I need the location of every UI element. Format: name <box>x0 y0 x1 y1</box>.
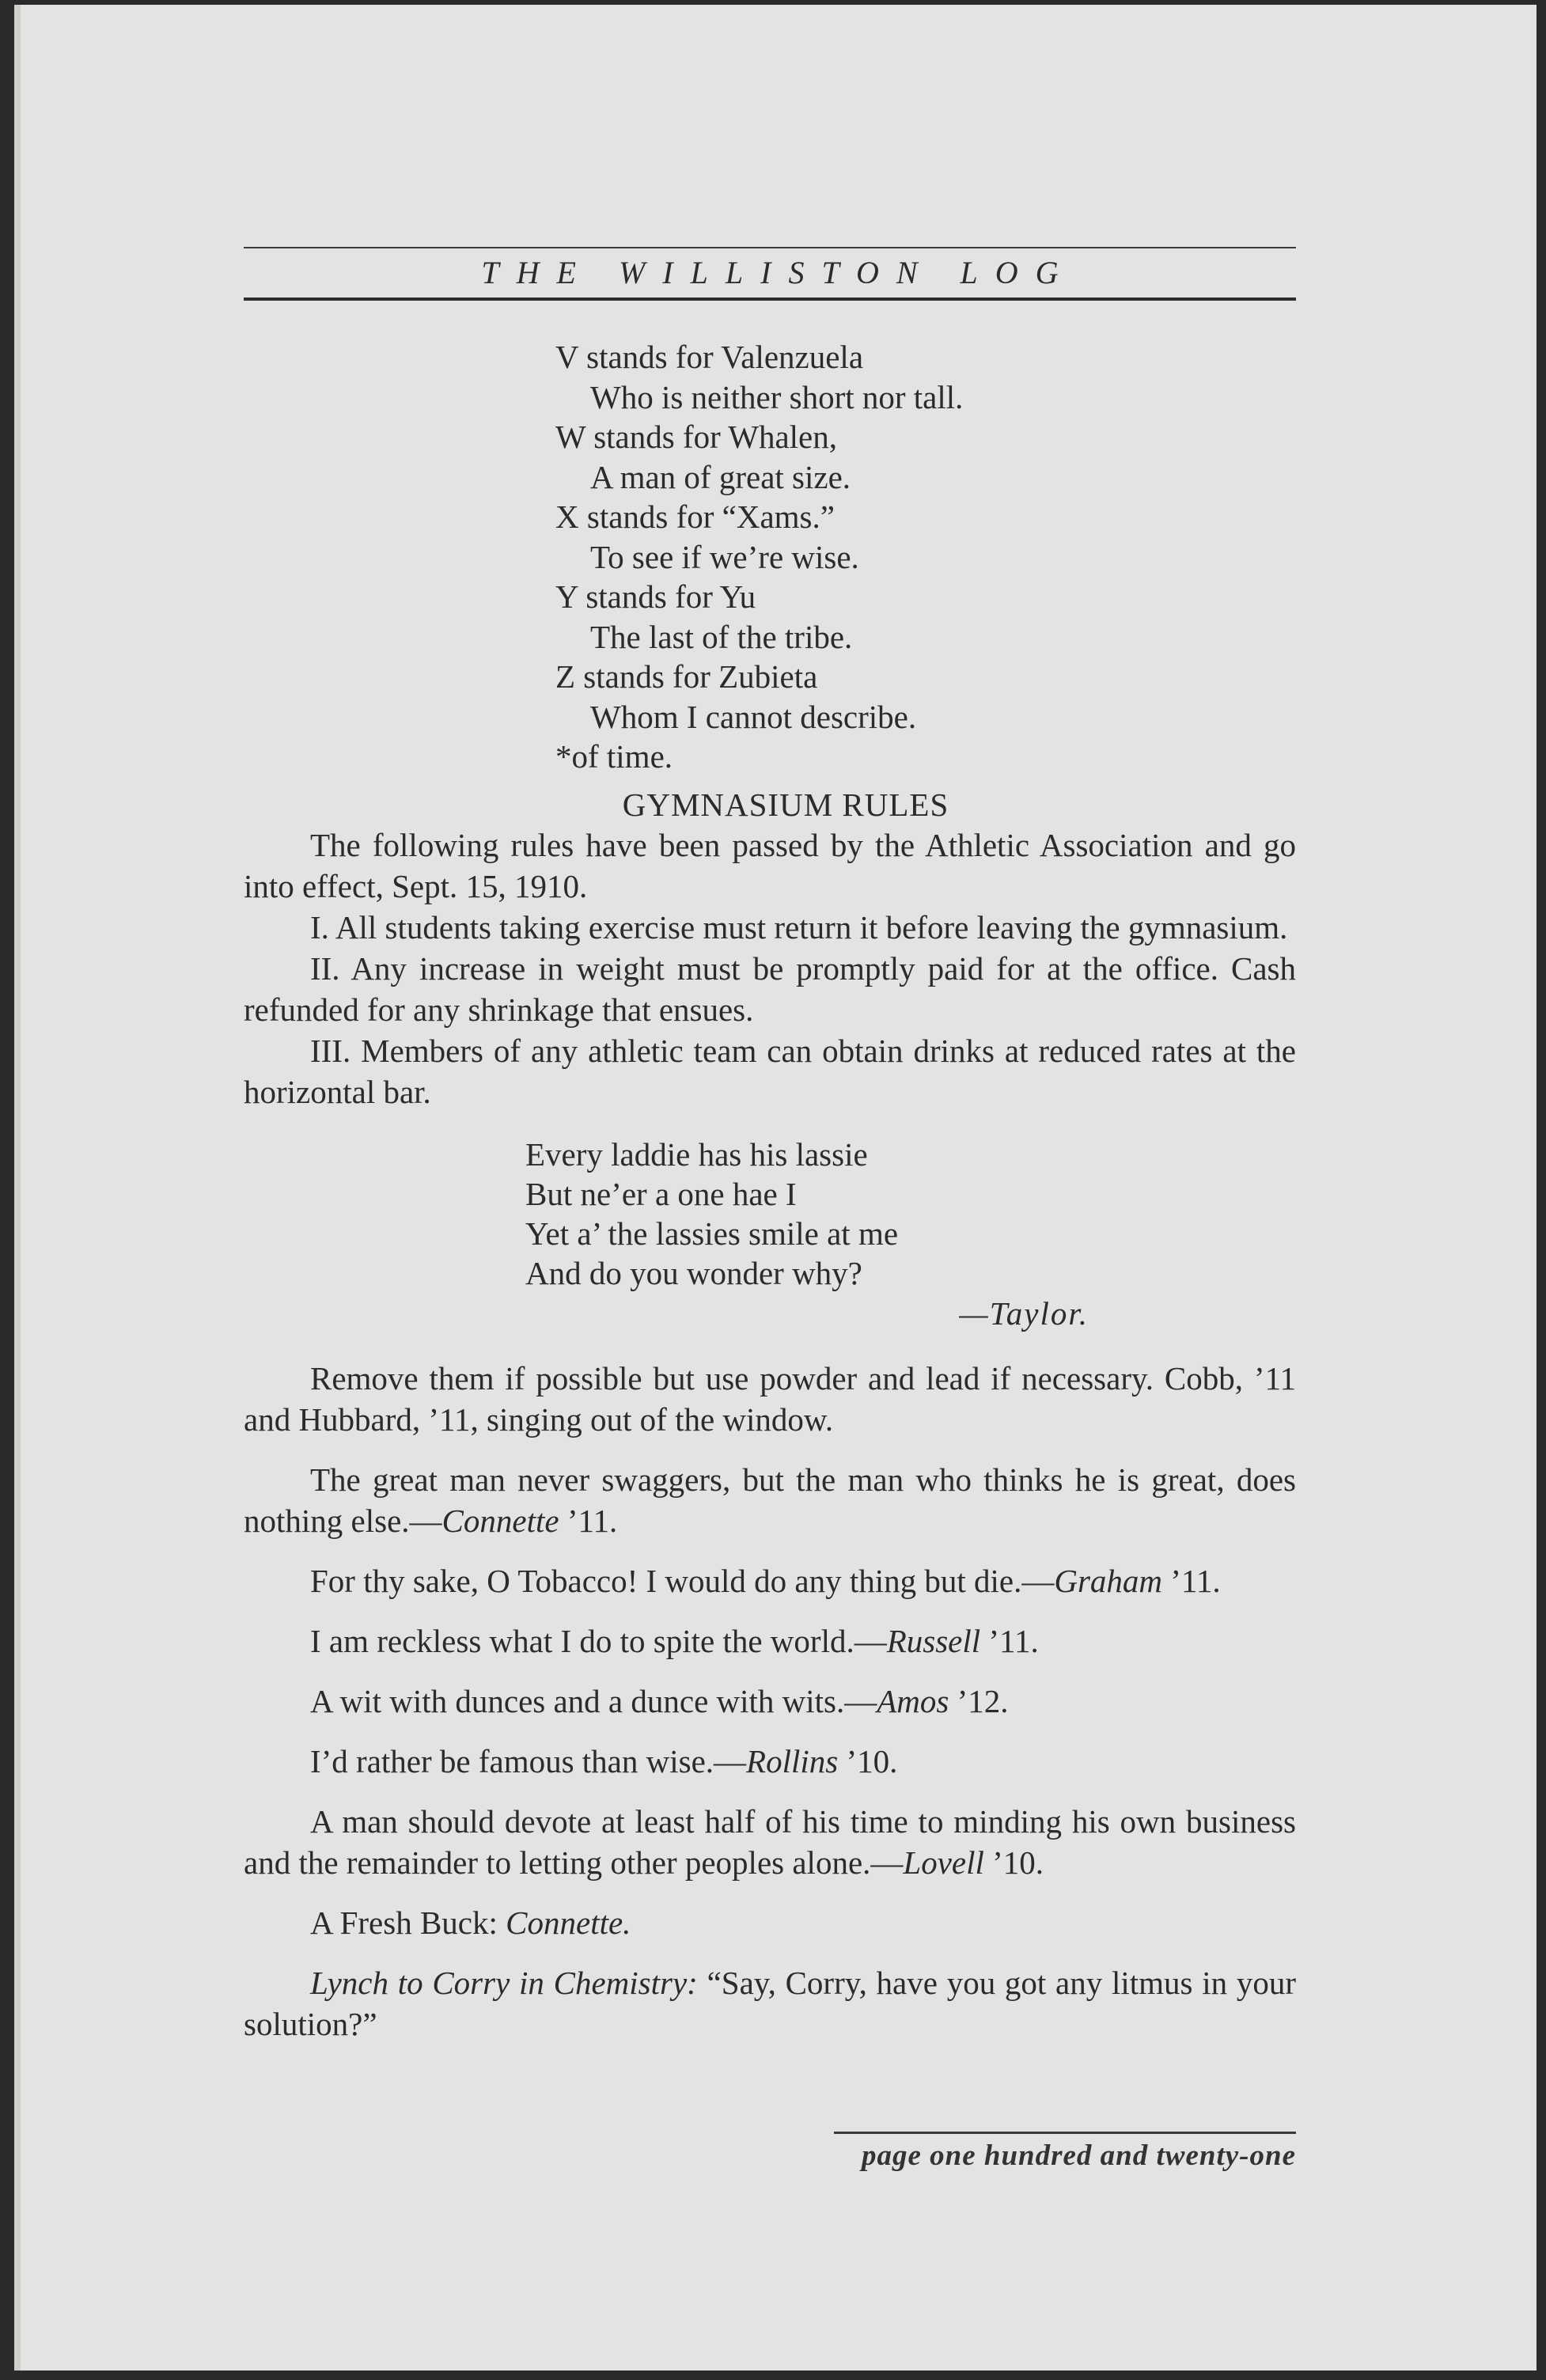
joke-text: “Say, Corry, have you got any litmus in your solution?” <box>244 1964 1296 2042</box>
joke-year: ’11. <box>1162 1562 1221 1599</box>
poem-line: A man of great size. <box>590 458 851 495</box>
laddie-poem <box>525 1135 1296 1334</box>
poem-line: The last of the tribe. <box>590 618 853 655</box>
joke-author: Rollins <box>746 1742 839 1779</box>
joke-author: Graham <box>1054 1562 1163 1599</box>
joke-5 <box>244 1681 1296 1722</box>
poem-line: But ne’er a one hae I <box>525 1175 797 1212</box>
header-rule-bottom <box>244 298 1296 301</box>
joke-text: A man should devote at least half of his time to minding his own business and the remainder to letting other peoples alone.— <box>244 1802 1296 1881</box>
poem-line: And do you wonder why? <box>525 1254 862 1291</box>
page-content <box>244 337 1296 2045</box>
joke-4 <box>244 1620 1296 1662</box>
joke-6 <box>244 1741 1296 1782</box>
poem-line: V stands for Valenzuela <box>555 339 864 375</box>
poem-line: Whom I cannot describe. <box>590 698 917 735</box>
rules-intro: The following rules have been passed by the Athletic Association and go into effect, Sept. 15, 1910. <box>244 826 1296 904</box>
joke-year: ’11. <box>559 1502 618 1539</box>
joke-author: Amos <box>877 1682 949 1719</box>
joke-author: Connette. <box>506 1904 631 1941</box>
rule-1: I. All students taking exercise must return it before leaving the gymnasium. <box>310 908 1288 946</box>
poem-line: To see if we’re wise. <box>590 538 859 575</box>
joke-3 <box>244 1560 1296 1601</box>
poem-line: Yet a’ the lassies smile at me <box>525 1215 899 1252</box>
joke-text: For thy sake, O Tobacco! I would do any thing but die.— <box>310 1562 1055 1599</box>
joke-text: The great man never swaggers, but the man who thinks he is great, does nothing else.— <box>244 1461 1296 1539</box>
poem-attribution: —Taylor. <box>959 1294 1089 1332</box>
running-header <box>244 247 1296 301</box>
joke-author: Connette <box>441 1502 559 1539</box>
poem-line: Y stands for Yu <box>555 578 756 615</box>
joke-text: I’d rather be famous than wise.— <box>310 1742 747 1779</box>
page-footer <box>834 2132 1296 2178</box>
joke-8 <box>244 1902 1296 1943</box>
page-number: page one hundred and twenty-one <box>861 2139 1296 2172</box>
joke-9 <box>244 1962 1296 2045</box>
joke-text: Remove them if possible but use powder and lead if necessary. Cobb, ’11 and Hubbard, ’11, singing out of the window. <box>244 1359 1296 1438</box>
rule-2: II. Any increase in weight must be promptly paid for at the office. Cash refunded for any shrinkage that ensues. <box>244 949 1296 1028</box>
poem-line: Z stands for Zubieta <box>555 658 818 695</box>
rule-3: III. Members of any athletic team can obtain drinks at reduced rates at the horizontal bar. <box>244 1032 1296 1110</box>
joke-year: ’11. <box>980 1622 1039 1659</box>
page <box>14 5 1537 2371</box>
joke-text: A wit with dunces and a dunce with wits.— <box>310 1682 877 1719</box>
joke-author: Lovell <box>903 1844 984 1881</box>
poem-line: W stands for Whalen, <box>555 419 838 455</box>
joke-2 <box>244 1459 1296 1541</box>
joke-author: Russell <box>886 1622 981 1659</box>
joke-text: I am reckless what I do to spite the world.— <box>310 1622 887 1659</box>
poem-line: Every laddie has his lassie <box>525 1135 868 1173</box>
joke-year: ’10. <box>983 1844 1044 1881</box>
poem-line: Who is neither short nor tall. <box>590 378 964 415</box>
joke-1 <box>244 1358 1296 1440</box>
joke-lead: Lynch to Corry in Chemistry: <box>310 1964 698 2001</box>
alphabet-poem <box>555 337 1296 777</box>
joke-text: A Fresh Buck: <box>310 1904 506 1941</box>
header-title: THE WILLISTON LOG <box>481 255 1076 290</box>
section-title: GYMNASIUM RULES <box>622 786 949 823</box>
poem-footnote: *of time. <box>555 738 673 775</box>
poem-line: X stands for “Xams.” <box>555 498 835 535</box>
joke-year: ’10. <box>838 1742 898 1779</box>
joke-7 <box>244 1801 1296 1883</box>
joke-year: ’12. <box>949 1682 1009 1719</box>
